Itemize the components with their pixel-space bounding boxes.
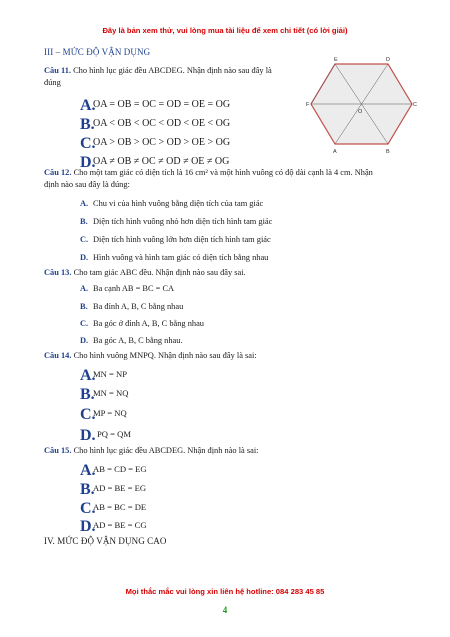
page-number: 4 — [222, 605, 228, 615]
q14-option-a: A.MN = NP — [80, 367, 127, 384]
vertex-label: F — [306, 102, 310, 108]
question-13: Câu 13. Cho tam giác ABC đều. Nhận định nào sau đây sai. — [44, 268, 246, 277]
q13-option-c: C. Ba góc ở đỉnh A, B, C bằng nhau — [80, 319, 204, 328]
question-text: Cho hình lục giác đều ABCDEG. Nhận định nào sau đây là — [73, 66, 272, 75]
q13-option-b: B. Ba đỉnh A, B, C bằng nhau — [80, 302, 184, 311]
q12-option-a: A. Chu vi của hình vuông bằng diện tích của tam giác — [80, 199, 264, 208]
q15-option-b: B.AD = BE = EG — [80, 481, 147, 498]
question-15: Câu 15. Cho hình lục giác đều ABCDEG. Nhận định nào là sai: — [44, 446, 259, 455]
hexagon-figure — [306, 53, 418, 157]
q15-option-d: D.AD = BE = CG — [80, 518, 147, 535]
q15-option-c: C.AB = BC = DE — [80, 500, 147, 517]
vertex-label: C — [413, 102, 417, 108]
vertex-label: D — [386, 57, 390, 63]
preview-banner: Đây là bản xem thử, vui lòng mua tài liệu để xem chi tiết (có lời giải) — [102, 26, 348, 35]
q13-option-d: D. Ba góc A, B, C bằng nhau. — [80, 336, 183, 345]
hotline-footer: Mọi thắc mắc vui lòng xin liên hệ hotline: 084 283 45 85 — [125, 587, 325, 596]
q14-option-c: C.MP = NQ — [80, 406, 127, 423]
section-heading-3: III – MỨC ĐỘ VẬN DỤNG — [44, 47, 151, 57]
center-label: O — [358, 109, 363, 115]
vertex-label: E — [334, 57, 338, 63]
q11-option-a: A.OA = OB = OC = OD = OE = OG — [80, 97, 231, 114]
q12-option-c: C. Diện tích hình vuông lớn hơn diện tích hình tam giác — [80, 235, 271, 244]
q11-option-d: D.OA ≠ OB ≠ OC ≠ OD ≠ OE ≠ OG — [80, 154, 230, 171]
q12-option-b: B. Diện tích hình vuông nhỏ hơn diện tích hình tam giác — [80, 217, 273, 226]
section-heading-4: IV. MỨC ĐỘ VẬN DỤNG CAO — [44, 536, 167, 546]
q15-option-a: A.AB = CD = EG — [80, 462, 147, 479]
question-text-cont: đúng — [44, 77, 61, 87]
q11-option-c: C.OA > OB > OC > OD > OE > OG — [80, 135, 231, 152]
q13-option-a: A. Ba cạnh AB = BC = CA — [80, 284, 175, 293]
q14-option-b: B.MN = NQ — [80, 386, 129, 403]
question-12: Câu 12. Cho một tam giác có diện tích là 16 cm² và một hình vuông có độ dài cạnh là 4 cm. Nhận định nào sau đây là đúng: — [44, 168, 373, 189]
vertex-label: A — [333, 149, 337, 155]
q12-option-d: D. Hình vuông và hình tam giác có diện tích bằng nhau — [80, 253, 269, 262]
q14-option-d: D.PQ = QM — [80, 427, 131, 444]
question-11 — [44, 65, 302, 88]
q11-option-b: B.OA < OB < OC < OD < OE < OG — [80, 116, 231, 133]
vertex-label: B — [386, 149, 390, 155]
question-14: Câu 14. Cho hình vuông MNPQ. Nhận định nào sau đây là sai: — [44, 351, 257, 360]
question-label: Câu 11. — [44, 66, 71, 75]
